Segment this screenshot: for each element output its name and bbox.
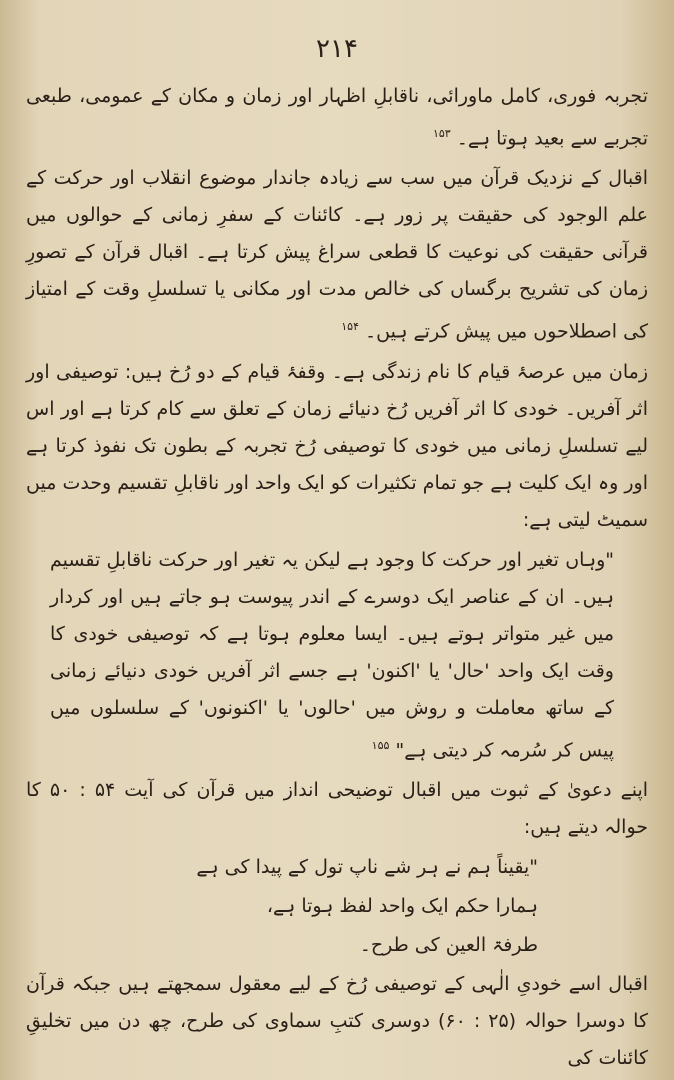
paragraph-1 [26,78,648,157]
paragraph-2-text: اقبال کے نزدیک قرآن میں سب سے زیادہ جاندار موضوع انقلاب اور حرکت کے علم الوجود کی حقیقت پر زور ہے۔ کائنات کے سفرِ زمانی کے حوالوں میں قرآنی حقیقت کی نوعیت کا قطعی سراغ پیش کرتا ہے۔ اقبال قرآن کے تصورِ زمان کی تشریح برگساں کی خالص مدت اور مکانی یا تسلسلِ وقت کے امتیاز کی اصطلاحوں میں پیش کرتے ہیں۔ [26,167,648,343]
closing-paragraph: اقبال اسے خودیِ الٰہی کے توصیفی رُخ کے لیے معقول سمجھتے ہیں جبکہ قرآن کا دوسرا حوالہ (۲۵ : ۶۰) دوسری کتبِ سماوی کی طرح، چھ دن میں تخلیقِ کائنات کی [26,972,648,1069]
page-body [26,78,648,1077]
paragraph-1-text: تجربہ فوری، کامل ماورائی، ناقابلِ اظہار اور زمان و مکان کے عمومی، طبعی تجربے سے بعید ہوتا ہے۔ [26,85,648,150]
block-quote [26,542,648,769]
verse-line-1: "یقیناً ہم نے ہر شے ناپ تول کے پیدا کی ہے [196,855,538,878]
footnote-marker-2: ۱۵۴ [341,320,359,334]
verse-line-2: ہمارا حکم ایک واحد لفظ ہوتا ہے، [266,894,538,917]
footnote-marker-3: ۱۵۵ [371,738,390,752]
paragraph-3-text: زمان میں عرصۂ قیام کا نام زندگی ہے۔ وقفۂ قیام کے دو رُخ ہیں: توصیفی اور اثر آفریں۔ خودی کا اثر آفریں رُخ دنیائے زمان کے تعلق سے کام کرتا ہے اور اس لیے تسلسلِ زمانی میں خودی کا توصیفی رُخ تجربہ کے بطون تک نفوذ کرتا ہے اور وہ ایک کلیت ہے جو تمام تکثیرات کو ایک واحد اور ناقابلِ تقسیم وحدت میں سمیٹ لیتی ہے: [26,360,648,531]
verse-line-3: طرفۃ العین کی طرح۔ [359,933,538,956]
paragraph-3 [26,354,648,539]
verse-intro: اپنے دعویٰ کے ثبوت میں اقبال توضیحی انداز میں قرآن کی آیت ۵۴ : ۵۰ کا حوالہ دیتے ہیں: [26,778,649,838]
footnote-marker-1: ۱۵۳ [432,127,451,140]
page-number: ۲۱۴ [316,34,358,64]
paragraph-2 [26,160,648,350]
block-quote-text: "وہاں تغیر اور حرکت کا وجود ہے لیکن یہ تغیر اور حرکت ناقابلِ تقسیم ہیں۔ ان کے عناصر ایک دوسرے کے اندر پیوست ہو جاتے ہیں اور کردار میں غیر متواتر ہوتے ہیں۔ ایسا معلوم ہوتا ہے کہ توصیفی خودی کا وقت ایک واحد 'حال' یا 'اکنون' ہے جسے اثر آفریں خودی دنیائے زمانی کے ساتھ معاملت و روش میں 'حالوں' یا 'اکنونوں' کے سلسلوں میں پیس کر سُرمہ کر دیتی ہے" [50,548,614,761]
